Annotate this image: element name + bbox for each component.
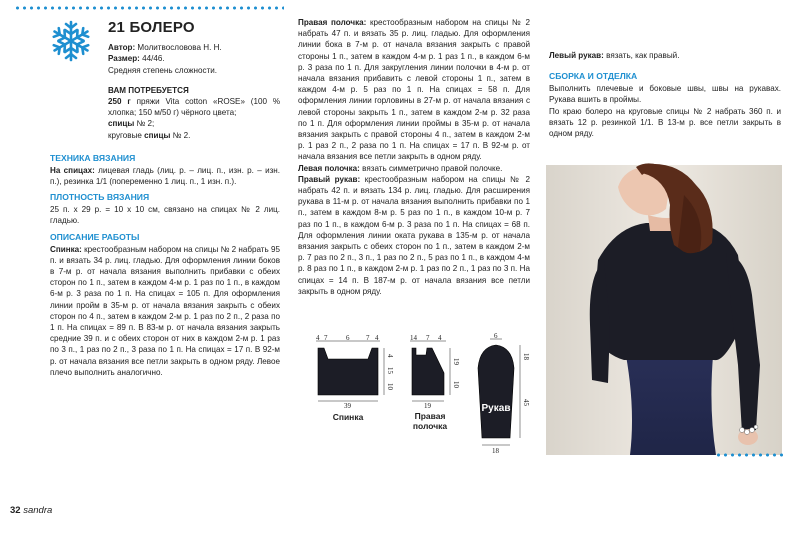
back-instructions: Спинка: крестообразным набором на спицы № 2 набрать 95 п. и вязать 34 р. лиц. гладью. Для оформления линии боков в 7-м р. от начала вязания выполнить прибавки с обеих сторон по 1 п., затем в каждом 4-м р. 1 раз по 1 п., в каждом 6-м р. 3 раза по 1 п. На спицах = 105 п. Для оформления линии пройм в 35-м р. от начала вязания закрыть с обеих сторон по 4 п., затем в каждом 2-м р. 1 раз по 2 п., 2 раза по 1 п. На спицах = 89 п. В 83-м р. от начала вязания закрыть средние 39 п. и с обеих сторон от них в каждом 2-м р. 1 раз по 3 п., 1 раз по 2 п., 3 раза по 1 п. На спицах = 17 п. В 92-м р. от начала вязания все петли закрыть в одном ряду. Левое плечо выполнить аналогично. — [50, 244, 281, 377]
front-diagram — [410, 334, 460, 410]
back-diagram — [316, 334, 394, 410]
author-label: Автор: — [108, 43, 136, 53]
back-side-dim-2: 15 — [386, 367, 394, 374]
decorative-dot-line-bottom — [715, 452, 785, 458]
right-front-instructions: Правая полочка: крестообразным набором на спицы № 2 набрать 47 п. и вязать 35 р. лиц. гладью. Для оформления линии бока в 7-м р. от начала вязания закрыть с правой стороны 1 п., затем в каждом 4-м р. 1 раз 1 п., в каждом 6-м р. 3 раза по 1 п. Для закругления линии полочки в 4-м р. от начала вязания прибавить с левой стороны 1 п., затем в каждом 4-м р. 5 раз по 1 п. На спицах = 58 п. Для оформления линии горловины в 27-м р. от начала вязания с левой стороны закрыть 1 п., затем в каждом 2-м р. 32 раза по 1 п. Для оформления линии проймы в 35-м р. от начала вязания закрыть с правой стороны 4 п., затем в каждом 2-м р. 1 раз 2 п., 2 раза по 1 п. На спицах = 17 п. В 92-м р. от начала вязания все петли закрыть в одном ряду. — [298, 18, 530, 162]
density-heading: ПЛОТНОСТЬ ВЯЗАНИЯ — [50, 192, 150, 203]
author-name: Молитвословова Н. Н. — [137, 43, 222, 53]
materials-heading: ВАМ ПОТРЕБУЕТСЯ — [108, 85, 189, 95]
back-label: Спинка — [332, 412, 364, 422]
front-top-dim-1: 14 — [410, 334, 417, 342]
back-top-dim-4: 7 — [366, 334, 370, 342]
pattern-diagrams — [306, 333, 536, 463]
magazine-name: sandra — [23, 505, 53, 516]
page-number: 32 — [10, 505, 21, 516]
back-side-dim-3: 10 — [386, 383, 394, 390]
page-title: 21 БОЛЕРО — [108, 19, 195, 36]
column-right — [549, 17, 781, 139]
difficulty: Средняя степень сложности. — [108, 65, 218, 75]
front-top-dim-2: 7 — [426, 334, 430, 342]
column-middle — [298, 17, 530, 296]
size-value: 44/46. — [142, 54, 165, 64]
sleeve-shape — [478, 345, 514, 438]
back-top-dim-1: 4 — [316, 334, 320, 342]
sleeve-bottom-dim: 18 — [492, 447, 499, 455]
assembly-text: Выполнить плечевые и боковые швы, швы на рукавах. Рукава вшить в проймы. — [549, 84, 781, 105]
front-shape — [412, 348, 444, 395]
materials-yarn: 250 г пряжи Vita cotton «ROSE» (100 % хлопка; 150 м/50 г) чёрного цвета; — [108, 97, 281, 118]
back-top-dim-5: 4 — [375, 334, 379, 342]
sleeve-side-dim-2: 45 — [522, 399, 530, 406]
materials-circular: круговые спицы № 2. — [108, 130, 191, 140]
back-top-dim-3: 6 — [346, 334, 350, 342]
size-label: Размер: — [108, 54, 140, 64]
description-heading: ОПИСАНИЕ РАБОТЫ — [50, 231, 140, 242]
front-bottom-dim: 19 — [424, 402, 431, 410]
front-side-dim-2: 10 — [452, 381, 460, 388]
sleeve-side-dim-1: 18 — [522, 353, 530, 360]
front-side-dim-1: 19 — [452, 358, 460, 365]
technique-text: На спицах: лицевая гладь (лиц. р. – лиц. п., изн. р. – изн. п.), резинка 1/1 (попеременно 1 лиц. п., 1 изн. п.). — [50, 165, 281, 187]
materials-needles: спицы № 2; — [108, 119, 155, 129]
front-label: Правая полочка — [412, 411, 448, 431]
right-sleeve-instructions: Правый рукав: крестообразным набором на спицы № 2 набрать 42 п. и вязать 134 р. лиц. гладью. Для расширения рукава в 11-м р. от начала вязания выполнить прибавки по 1 п., затем в каждом 8-м р. 5 раз по 1 п., в каждом 10-м р. 7 раз по 1 п., в каждом 6-м р. 3 раза по 1 п. На спицах = 68 п. Для оформления линии оката рукава в 135-м р. от начала вязания закрыть с обеих сторон по 1 п., затем в каждом 2-м р. 7 раз по 2 п., 3 п., 1 раз по 2 п., 5 раз по 1 п., в каждом 4-м р. 8 раз по 1 п., в каждом 2-м р. 1 раз по 2 п., 1 раз по 3 п. На спицах = 14 п. В 187-м р. от начала вязания все петли закрыть в одном ряду. — [298, 174, 530, 296]
model-photo — [546, 165, 782, 455]
back-side-dim-1: 4 — [386, 354, 394, 358]
back-shape — [318, 348, 378, 395]
assembly-text-2: По краю болеро на круговые спицы № 2 набрать 360 п. и вязать 12 р. резинкой 1/1. В 13-м р. все петли закрыть в одном ряду. — [549, 106, 781, 139]
folio — [10, 505, 52, 516]
left-sleeve-instructions: Левый рукав: вязать, как правый. — [549, 51, 680, 60]
back-top-dim-2: 7 — [324, 334, 328, 342]
sleeve-top-dim: 6 — [494, 332, 498, 340]
sleeve-continuation — [549, 17, 781, 50]
decorative-dot-line — [14, 5, 284, 11]
front-top-dim-3: 4 — [438, 334, 442, 342]
sleeve-diagram — [478, 332, 530, 455]
left-front-instructions: Левая полочка: вязать симметрично правой полочке. — [298, 163, 503, 173]
column-left — [50, 19, 281, 378]
density-text: 25 п. х 29 р. = 10 х 10 см, связано на спицах № 2 лиц. гладью. — [50, 205, 280, 226]
assembly-heading: СБОРКА И ОТДЕЛКА — [549, 71, 638, 82]
sleeve-label: Рукав — [481, 403, 511, 414]
back-bottom-dim: 39 — [344, 402, 351, 410]
technique-heading: ТЕХНИКА ВЯЗАНИЯ — [50, 152, 136, 163]
